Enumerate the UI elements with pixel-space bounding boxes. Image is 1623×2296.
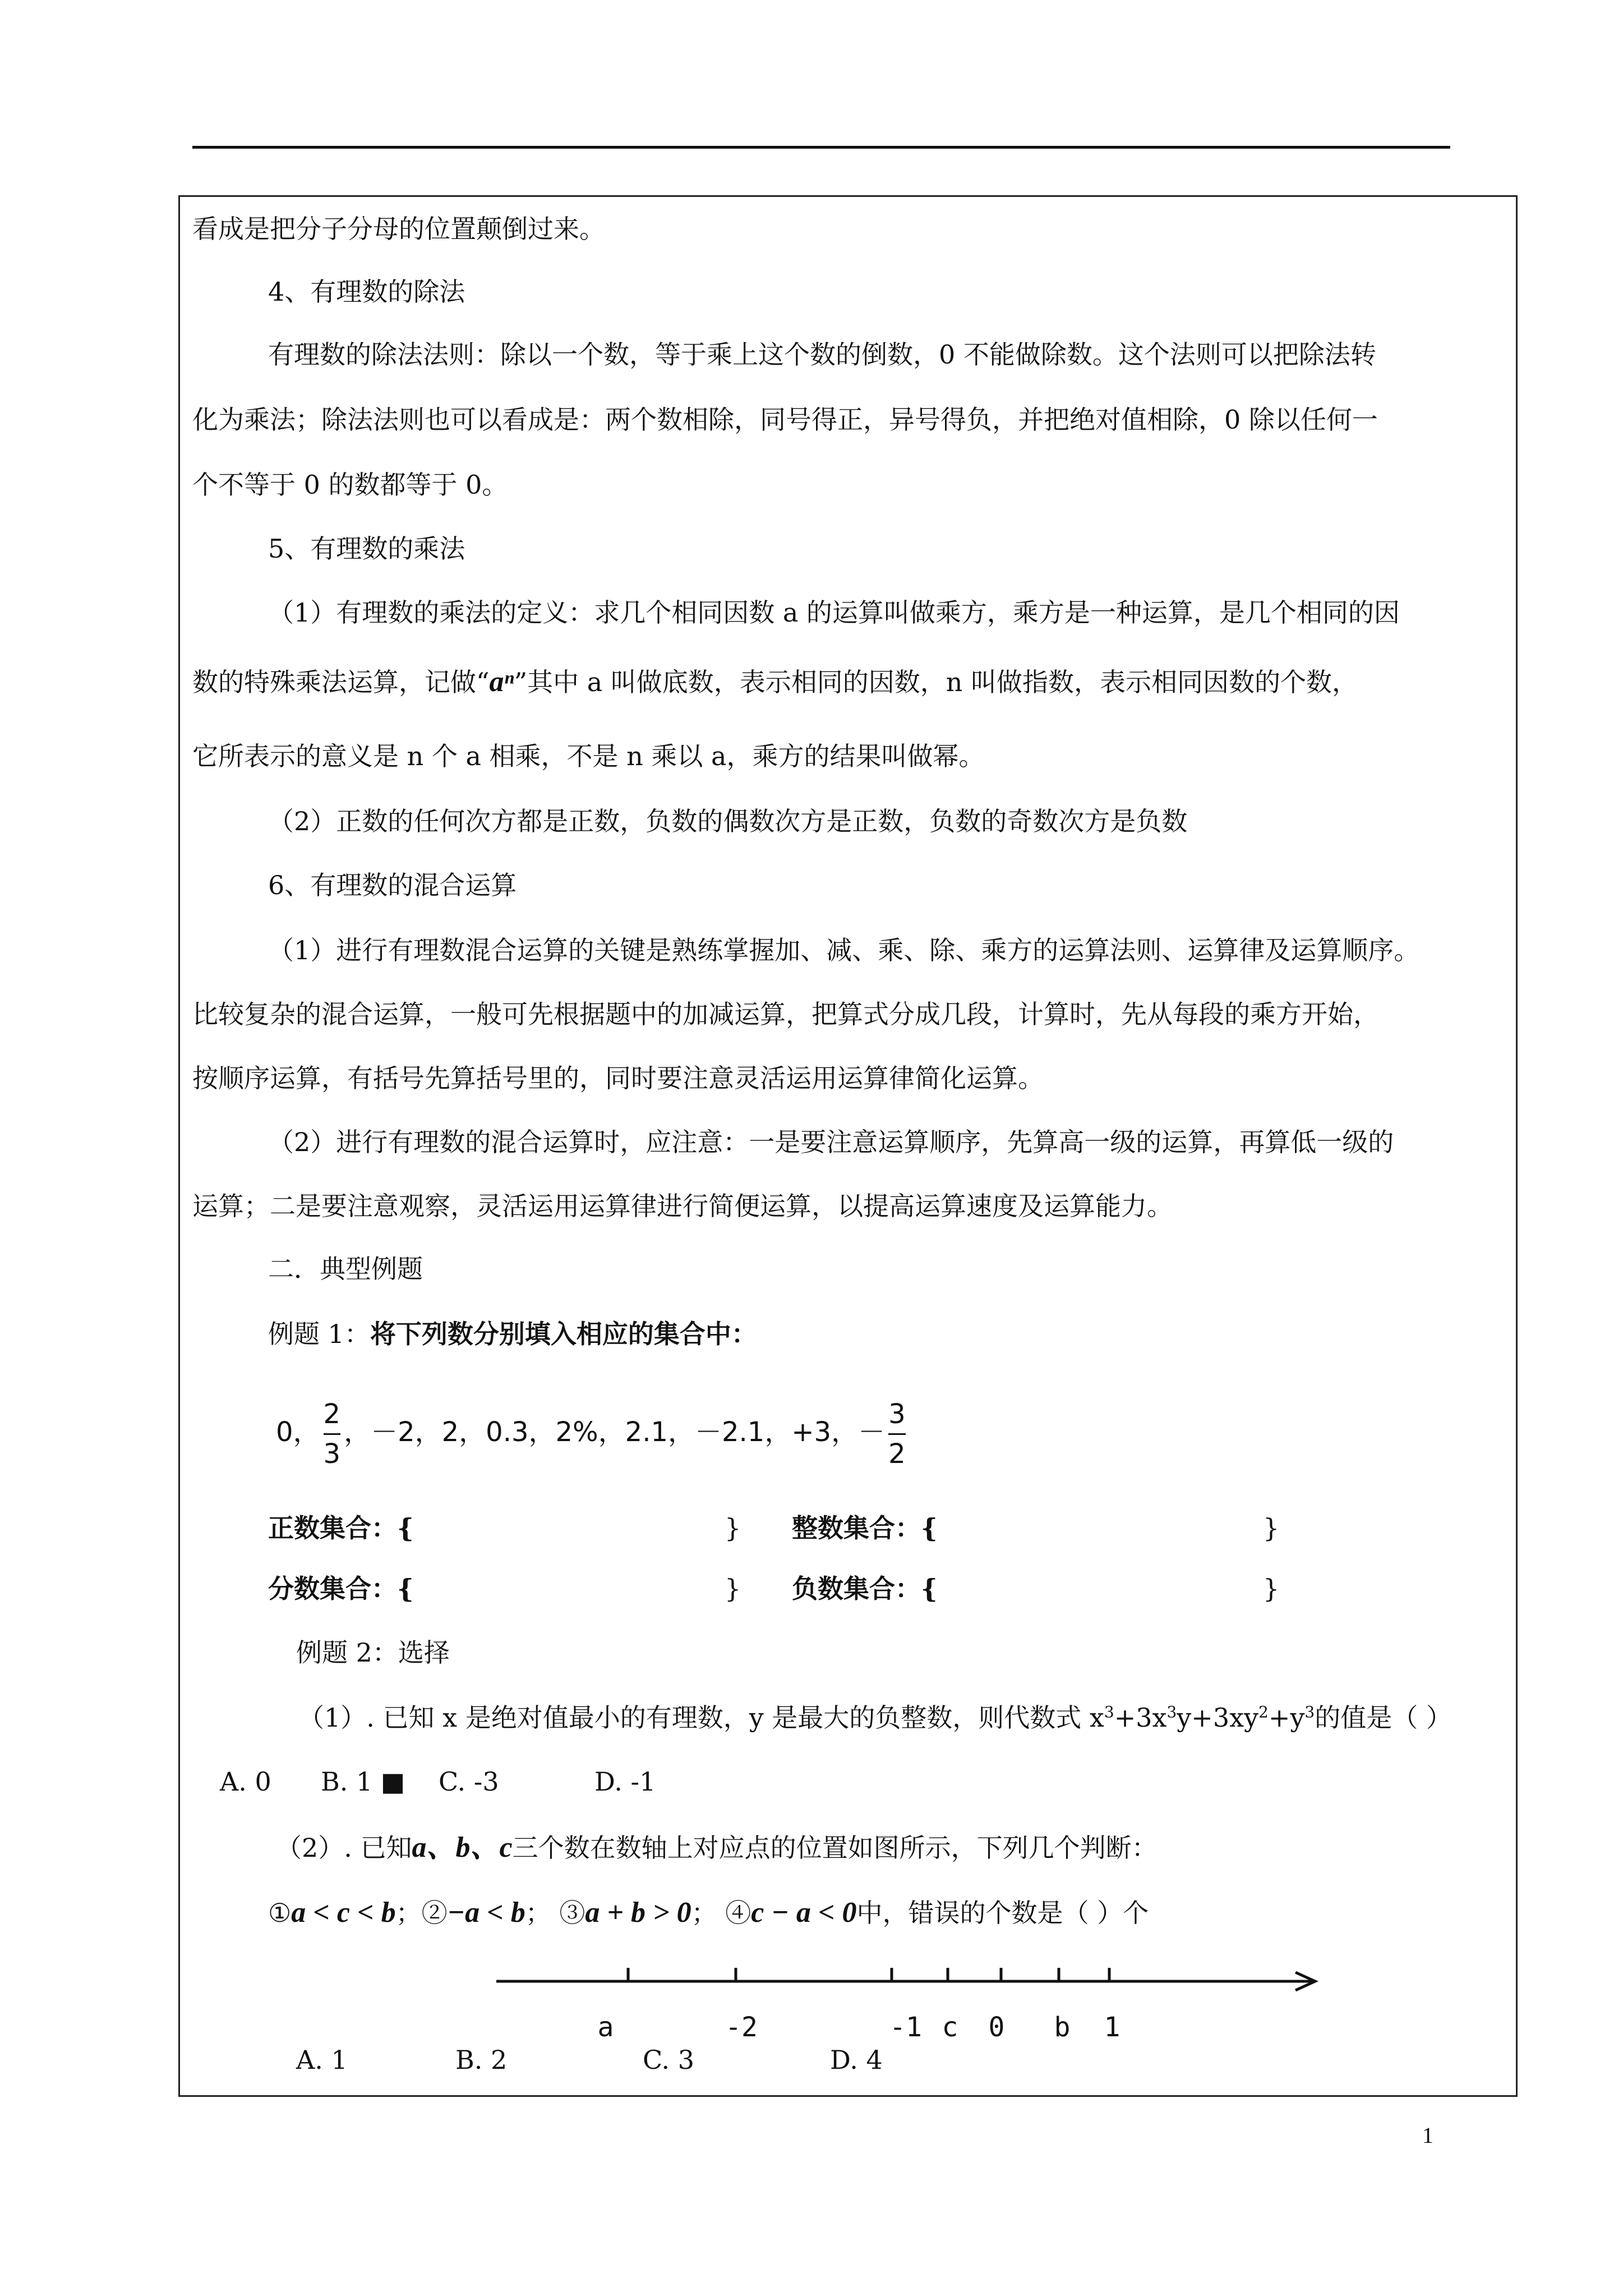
exponent: 3	[1166, 1703, 1177, 1722]
set-close-brace: }	[725, 1513, 741, 1543]
text-line: （1）进行有理数混合运算的关键是熟练掌握加、减、乘、除、乘方的运算法则、运算律及运算顺序。	[268, 935, 1420, 965]
option-d: D. -1	[594, 1766, 656, 1797]
question-text: +3x	[1114, 1703, 1167, 1733]
text-line: 看成是把分子分母的位置颠倒过来。	[192, 214, 605, 244]
option-d: D. 4	[830, 2045, 883, 2075]
judgement-2: −a < b	[447, 1897, 525, 1929]
text-line: （2）正数的任何次方都是正数，负数的偶数次方是正数，负数的奇数次方是负数	[268, 806, 1188, 836]
number-list-part: 0，	[276, 1416, 320, 1448]
number-list-part: ，－2，2，0.3，2%，2.1，－2.1，+3，－	[344, 1416, 886, 1448]
text-segment: ”其中 a 叫做底数，表示相同的因数，n 叫做指数，表示相同因数的个数，	[514, 667, 1358, 697]
set-close-brace: }	[725, 1573, 741, 1604]
question-text: （1）. 已知 x 是绝对值最小的有理数，y 是最大的负整数，则代数式 x	[298, 1703, 1104, 1733]
exponent: 2	[1258, 1703, 1269, 1722]
set-close-brace: }	[1263, 1573, 1280, 1604]
judgement-number: ；②	[395, 1898, 448, 1928]
question-text: 的值是（ ）	[1315, 1703, 1452, 1733]
text-line: 运算；二是要注意观察，灵活运用运算律进行简便运算，以提高运算速度及运算能力。	[192, 1191, 1173, 1221]
judgement-4: c − a < 0	[751, 1897, 857, 1929]
question-text: （2）. 已知	[276, 1833, 412, 1863]
judgement-3: a + b > 0	[585, 1897, 691, 1929]
judgement-number: ； ④	[691, 1898, 751, 1928]
number-line-label: a	[597, 2012, 614, 2043]
section-heading-mixed: 6、有理数的混合运算	[268, 870, 517, 900]
exponent: 3	[1304, 1703, 1315, 1722]
denominator: 3	[323, 1438, 341, 1470]
option-c: C. 3	[643, 2045, 695, 2075]
power-notation: aⁿ	[489, 666, 514, 698]
variables: a、b、c	[412, 1832, 513, 1864]
integer-set-label: 整数集合：{	[792, 1513, 938, 1543]
set-close-brace: }	[1263, 1513, 1280, 1543]
judgement-1: a < c < b	[291, 1897, 396, 1929]
numerator: 2	[323, 1398, 341, 1430]
number-line-label: -2	[725, 2012, 758, 2043]
negative-set-label: 负数集合：{	[792, 1573, 938, 1604]
fraction-set-label: 分数集合：{	[268, 1573, 414, 1604]
positive-set-label: 正数集合：{	[268, 1513, 414, 1543]
option-a: A. 0	[220, 1766, 271, 1797]
text-line: 按顺序运算，有括号先算括号里的，同时要注意灵活运用运算律简化运算。	[192, 1063, 1044, 1093]
exponent: 3	[1104, 1703, 1114, 1722]
number-line-label: c	[942, 2012, 958, 2043]
text-line: 化为乘法；除法法则也可以看成是：两个数相除，同号得正，异号得负，并把绝对值相除，0 除以任何一	[192, 404, 1378, 435]
number-line-label: 1	[1104, 2012, 1121, 2043]
judgement-number: ①	[268, 1898, 292, 1928]
question-text: 三个数在数轴上对应点的位置如图所示，下列几个判断：	[512, 1833, 1158, 1863]
text-line: 它所表示的意义是 n 个 a 相乘，不是 n 乘以 a，乘方的结果叫做幂。	[192, 741, 985, 771]
option-b: B. 1 ■	[321, 1766, 405, 1797]
option-a: A. 1	[296, 2045, 348, 2075]
example1-label: 例题 1：	[268, 1319, 370, 1349]
section-heading-examples: 二．典型例题	[268, 1254, 423, 1284]
text-line: （1）有理数的乘法的定义：求几个相同因数 a 的运算叫做乘方，乘方是一种运算，是几个相同的因	[268, 597, 1400, 628]
text-line: 有理数的除法法则：除以一个数，等于乘上这个数的倒数，0 不能做除数。这个法则可以把除法转	[268, 339, 1376, 370]
text-segment: 数的特殊乘法运算，记做“	[192, 667, 490, 697]
text-line: （2）进行有理数的混合运算时，应注意：一是要注意运算顺序，先算高一级的运算，再算低一级的	[268, 1127, 1394, 1157]
example1-instruction: 将下列数分别填入相应的集合中：	[370, 1319, 757, 1349]
page-number: 1	[1422, 2123, 1433, 2148]
number-line-label: b	[1054, 2012, 1071, 2043]
judgement-number: ； ③	[525, 1898, 585, 1928]
text-line: 比较复杂的混合运算，一般可先根据题中的加减运算，把算式分成几段，计算时，先从每段的乘方开始，	[192, 999, 1379, 1029]
question-text: 中，错误的个数是（ ）个	[856, 1898, 1149, 1928]
option-b: B. 2	[455, 2045, 508, 2075]
number-line-label: -1	[889, 2012, 922, 2043]
section-heading-division: 4、有理数的除法	[268, 277, 465, 307]
text-line: 个不等于 0 的数都等于 0。	[192, 470, 508, 500]
example2-title: 例题 2：选择	[296, 1637, 450, 1668]
denominator: 2	[888, 1438, 906, 1470]
number-line-label: 0	[988, 2012, 1005, 2043]
option-c: C. -3	[439, 1766, 499, 1797]
section-heading-power: 5、有理数的乘法	[268, 533, 465, 564]
question-text: +y	[1268, 1703, 1305, 1733]
numerator: 3	[888, 1398, 906, 1430]
question-text: y+3xy	[1177, 1703, 1259, 1733]
